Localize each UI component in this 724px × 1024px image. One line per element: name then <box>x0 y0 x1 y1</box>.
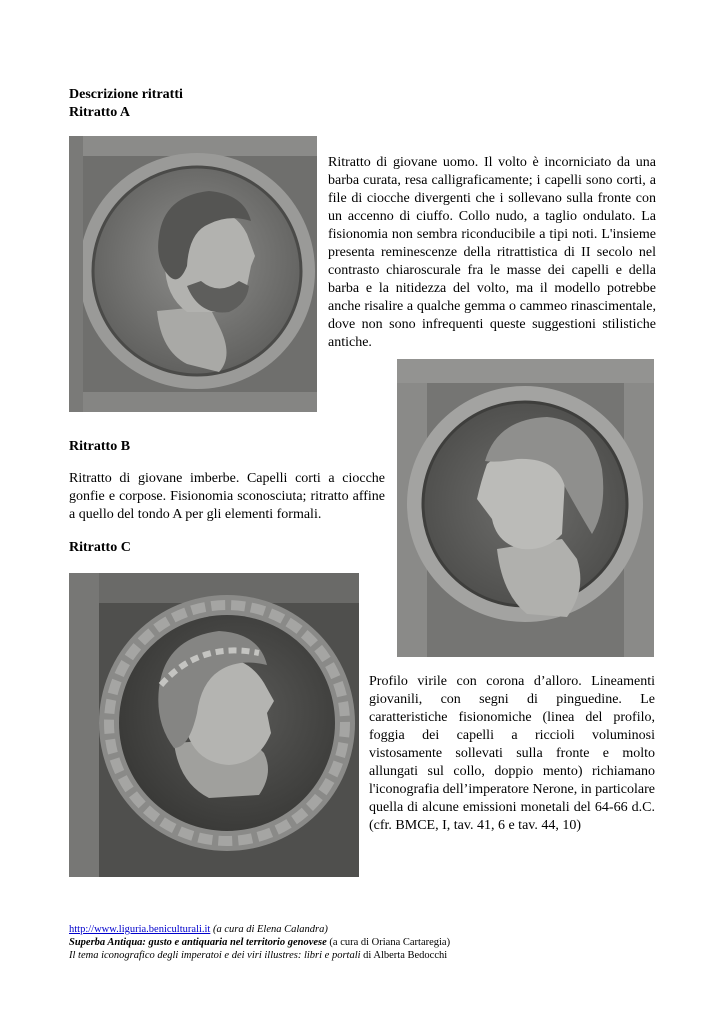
footer-link[interactable]: http://www.liguria.beniculturali.it <box>69 924 211 935</box>
footer-line-3-credit: di Alberta Bedocchi <box>363 950 448 961</box>
portrait-c-text: Profilo virile con corona d’alloro. Lineamenti giovanili, con segni di pinguedine. Le caratteristiche fisionomiche (linea del profilo, foggia dei capelli a riccioli voluminosi vistosamente sollevati sulla fronte e molto allungati sul collo, doppio mento) richiamano l'iconografia dell’imperatore Nerone, in particolare quella di alcune emissioni monetali del 64-66 d.C. (cfr. BMCE, I, tav. 41, 6 e tav. 44, 10) <box>369 674 655 833</box>
footer-line-2 <box>69 936 450 949</box>
portrait-b-text: Ritratto di giovane imberbe. Capelli corti a ciocche gonfie e corpose. Fisionomia sconosciuta; ritratto affine a quello del tondo A per gli elementi formali. <box>69 471 385 522</box>
footer-line-3-title: Il tema iconografico degli imperatoi e dei viri illustres: libri e portali <box>69 950 361 961</box>
portrait-b-photo <box>397 359 654 657</box>
portrait-a-text: Ritratto di giovane uomo. Il volto è incorniciato da una barba curata, resa calligraficamente; i capelli sono corti, a file di ciocche divergenti che i sollevano sulla fronte con un accenno di ciuffo. Collo nudo, a taglio ondulato. La fisionomia non sembra riconducibile a tipi noti. L'insieme presenta reminescenze della ritrattistica di II secolo nel contrasto chiaroscurale fra le masse dei capelli e della barba e la nitidezza del volto, ma il modello potrebbe anche risalire a qualche gemma o cammeo rinascimentale, dove non sono infrequenti queste suggestioni stilistiche antiche. <box>328 155 656 350</box>
footer-line-1 <box>69 923 328 936</box>
footer-line-2-title: Superba Antiqua: gusto e antiquaria nel territorio genovese <box>69 937 327 948</box>
portrait-c-photo <box>69 573 359 877</box>
portrait-b-heading: Ritratto B <box>69 439 131 454</box>
footer-line-2-credit: (a cura di Oriana Cartaregia) <box>329 937 451 948</box>
portrait-a-photo <box>69 136 317 412</box>
portrait-c-heading: Ritratto C <box>69 540 131 555</box>
page-title: Descrizione ritratti <box>69 87 183 102</box>
footer-link-credit: (a cura di Elena Calandra) <box>212 924 328 935</box>
portrait-a-heading: Ritratto A <box>69 105 131 120</box>
footer-line-3 <box>69 949 447 962</box>
